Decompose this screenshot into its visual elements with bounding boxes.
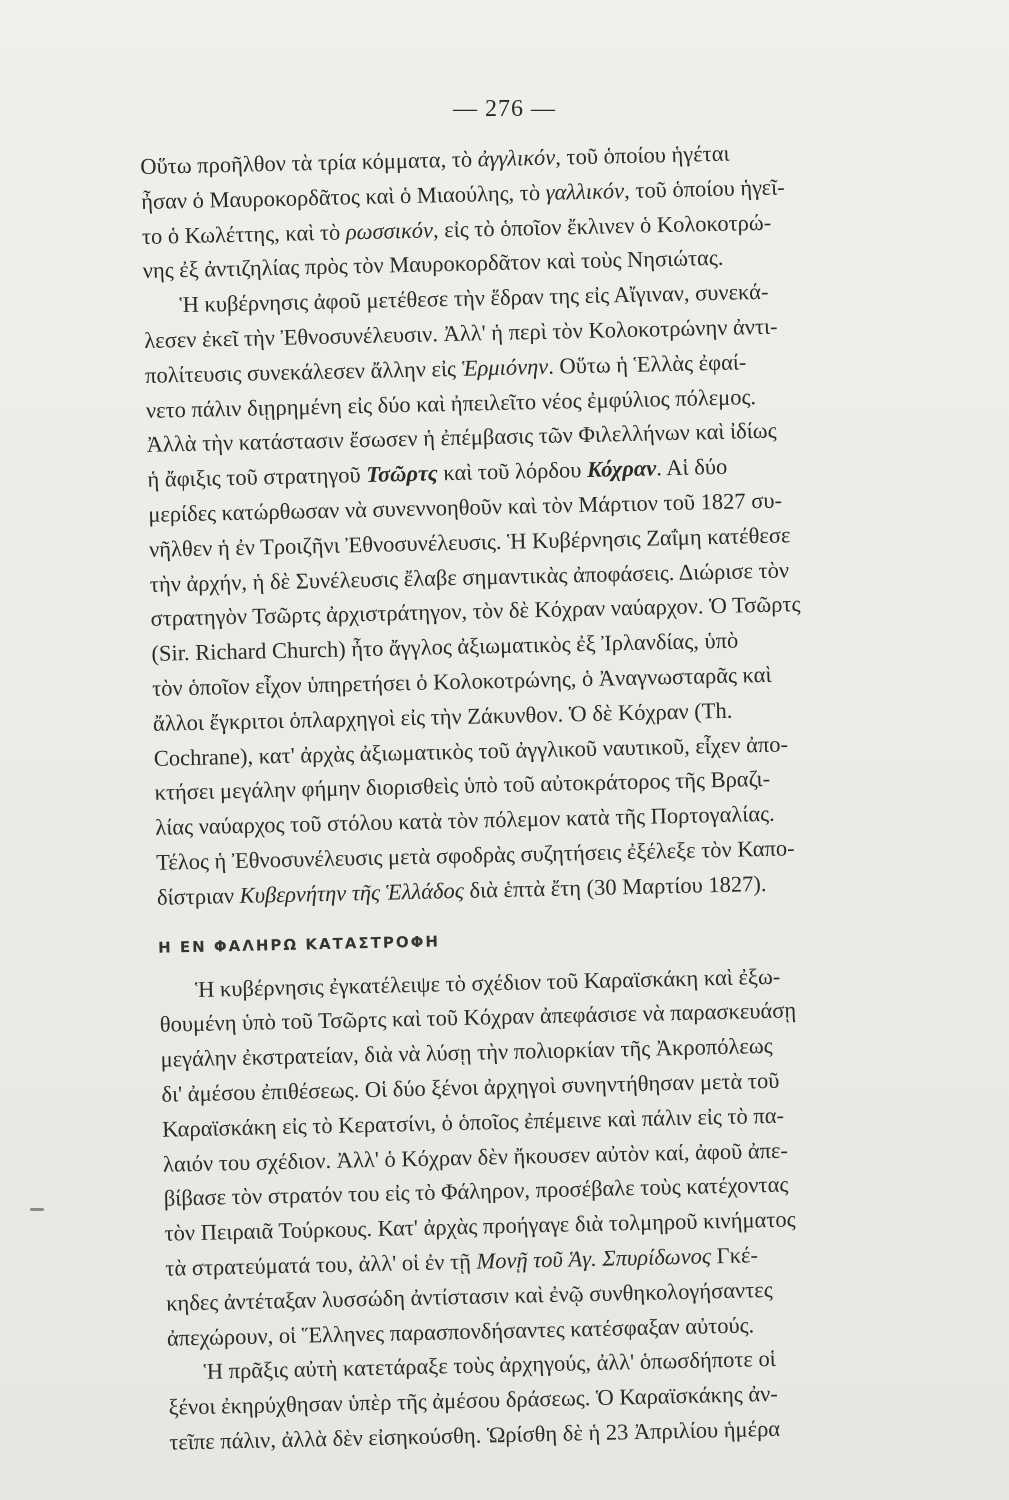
text-line: Ἡ πρᾶξις αὐτὴ κατετάραξε τοὺς ἀρχηγούς, ἀλλ' ὁπωσδήποτε οἱ [203,1346,777,1385]
text-line: τὰ στρατεύματά του, ἀλλ' οἱ ἐν τῇ Μονῇ τοῦ Ἁγ. Σπυρίδωνος Γκέ- [165,1242,759,1281]
text-line: θουμένη ὑπὸ τοῦ Τσῶρτς καὶ τοῦ Κόχραν ἀπεφάσισε νὰ παρασκευάσῃ [159,997,797,1038]
text-line: Ἡ κυβέρνησις ἀφοῦ μετέθεσε τὴν ἕδραν της εἰς Αἴγιναν, συνεκά- [179,278,769,318]
text-line: ξένοι ἐκηρύχθησαν ὑπὲρ τῆς ἀμέσου δράσεως. Ὁ Καραϊσκάκης ἀν- [168,1380,779,1420]
text-line: λεσεν ἐκεῖ τὴν Ἐθνοσυνέλευσιν. Ἀλλ' ἡ περὶ τὸν Κολοκοτρώνην ἀντι- [144,313,778,353]
text-line: Cochrane), κατ' ἀρχὰς ἀξιωματικὸς τοῦ ἀγγλικοῦ ναυτικοῦ, εἶχεν ἀπο- [153,731,789,771]
text-line: ἡ ἄφιξις τοῦ στρατηγοῦ Τσῶρτς καὶ τοῦ λόρδου Κόχραν. Αἱ δύο [147,453,728,493]
scan-speck [30,1208,44,1211]
text-line: κηδες ἀντέταξαν λυσσώδη ἀντίστασιν καὶ ἐνῷ συνθηκολογήσαντες [165,1276,773,1316]
page-number: — 276 — [453,96,556,122]
text-line: μεγάλην ἐκστρατείαν, διὰ νὰ λύσῃ τὴν πολιορκίαν τῆς Ἀκροπόλεως [160,1033,773,1072]
text-line: βίβασε τὸν στρατόν του εἰς τὸ Φάληρον, προσέβαλε τοὺς κατέχοντας [163,1171,789,1212]
text-line: νετο πάλιν διῃρημένη εἰς δύο καὶ ἠπειλεῖτο νέος ἐμφύλιος πόλεμος. [145,383,757,423]
text-line: δίστριαν Κυβερνήτην τῆς Ἑλλάδος διὰ ἑπτὰ ἔτη (30 Μαρτίου 1827). [156,870,767,910]
text-line: ἦσαν ὁ Μαυροκορδᾶτος καὶ ὁ Μιαούλης, τὸ γαλλικόν, τοῦ ὁποίου ἡγεῖ- [140,174,785,214]
italic-term: ρωσσικόν [345,216,434,244]
italic-term: γαλλικόν [545,177,625,205]
italic-term: Κυβερνήτην τῆς Ἑλλάδος [239,877,465,908]
text-line: νης ἐξ ἀντιζηλίας πρὸς τὸν Μαυροκορδᾶτον καὶ τοὺς Νησιώτας. [142,245,724,284]
text-line: λίας ναύαρχος τοῦ στόλου κατὰ τὸν πόλεμον κατὰ τῆς Πορτογαλίας. [155,800,775,840]
italic-term: Ἑρμιόνην [461,353,549,381]
text-line: στρατηγὸν Τσῶρτς ἀρχιστράτηγον, τὸν δὲ Κόχραν ναύαρχον. Ὁ Τσῶρτς [150,591,801,632]
text-line: μερίδες κατώρθωσαν νὰ συνεννοηθοῦν καὶ τὸν Μάρτιον τοῦ 1827 συ- [147,487,783,527]
text-line: το ὁ Κωλέττης, καὶ τὸ ρωσσικόν, εἰς τὸ ὁποῖον ἔκλινεν ὁ Κολοκοτρώ- [141,209,772,249]
text-line: (Sir. Richard Church) ἦτο ἄγγλος ἀξιωματικὸς ἐξ Ἰρλανδίας, ὑπὸ [151,627,739,667]
text-line: Οὕτω προῆλθον τὰ τρία κόμματα, τὸ ἀγγλικόν, τοῦ ὁποίου ἡγέται [140,140,730,179]
text-line: Ἡ κυβέρνησις ἐγκατέλειψε τὸ σχέδιον τοῦ Καραϊσκάκη καὶ ἐξω- [194,963,781,1002]
text-line: πολίτευσις συνεκάλεσεν ἄλλην εἰς Ἑρμιόνην. Οὕτω ἡ Ἑλλὰς ἐφαί- [144,349,747,388]
italic-term: ἀγγλικόν [477,144,556,172]
section-heading: Η ΕΝ ΦΑΛΗΡΩ ΚΑΤΑΣΤΡΟΦΗ [157,931,441,957]
text-line: ἀπεχώρουν, οἱ Ἕλληνες παρασπονδήσαντες κατέσφαξαν αὐτούς. [166,1311,755,1351]
body-text [140,132,970,1461]
text-line: Τέλος ἡ Ἐθνοσυνέλευσις μετὰ σφοδρὰς συζητήσεις ἐξέλεξε τὸν Καπο- [155,835,795,875]
text-line: λαιόν του σχέδιον. Ἀλλ' ὁ Κόχραν δὲν ἤκουσεν αὐτὸν καί, ἀφοῦ ἀπε- [162,1137,789,1177]
text-line: Ἀλλὰ τὴν κατάστασιν ἔσωσεν ἡ ἐπέμβασις τῶν Φιλελλήνων καὶ ἰδίως [146,418,777,458]
text-line: τὸν Πειραιᾶ Τούρκους. Κατ' ἀρχὰς προήγαγε διὰ τολμηροῦ κινήματος [164,1206,796,1246]
text-line: κτήσει μεγάλην φήμην διορισθεὶς ὑπὸ τοῦ αὐτοκράτορος τῆς Βραζι- [154,766,771,806]
bold-name: Τσῶρτς [365,460,438,488]
text-line: δι' ἀμέσου ἐπιθέσεως. Οἱ δύο ξένοι ἀρχηγοὶ συνηντήθησαν μετὰ τοῦ [161,1067,780,1107]
text-line: ἄλλοι ἔγκριτοι ὁπλαρχηγοὶ εἰς τὴν Ζάκυνθον. Ὁ δὲ Κόχραν (Th. [152,697,733,736]
text-line: τὴν ἀρχήν, ἡ δὲ Συνέλευσις ἔλαβε σημαντικὰς ἀποφάσεις. Διώρισε τὸν [149,556,790,597]
text-line: τὸν ὁποῖον εἶχον ὑπηρετήσει ὁ Κολοκοτρώνης, ὁ Ἀναγνωσταρᾶς καὶ [151,661,772,701]
italic-term: Μονῇ τοῦ Ἁγ. Σπυρίδωνος [476,1243,712,1274]
bold-name: Κόχραν [586,455,657,483]
text-line: Καραϊσκάκη εἰς τὸ Κερατσίνι, ὁ ὁποῖος ἐπέμεινε καὶ πάλιν εἰς τὸ πα- [161,1102,785,1142]
text-line: τεῖπε πάλιν, ἀλλὰ δὲν εἰσηκούσθη. Ὡρίσθη δὲ ἡ 23 Ἀπριλίου ἡμέρα [169,1415,781,1455]
text-line: νῆλθεν ἡ ἐν Τροιζῆνι Ἐθνοσυνέλευσις. Ἡ Κυβέρνησις Ζαΐμη κατέθεσε [148,522,791,562]
